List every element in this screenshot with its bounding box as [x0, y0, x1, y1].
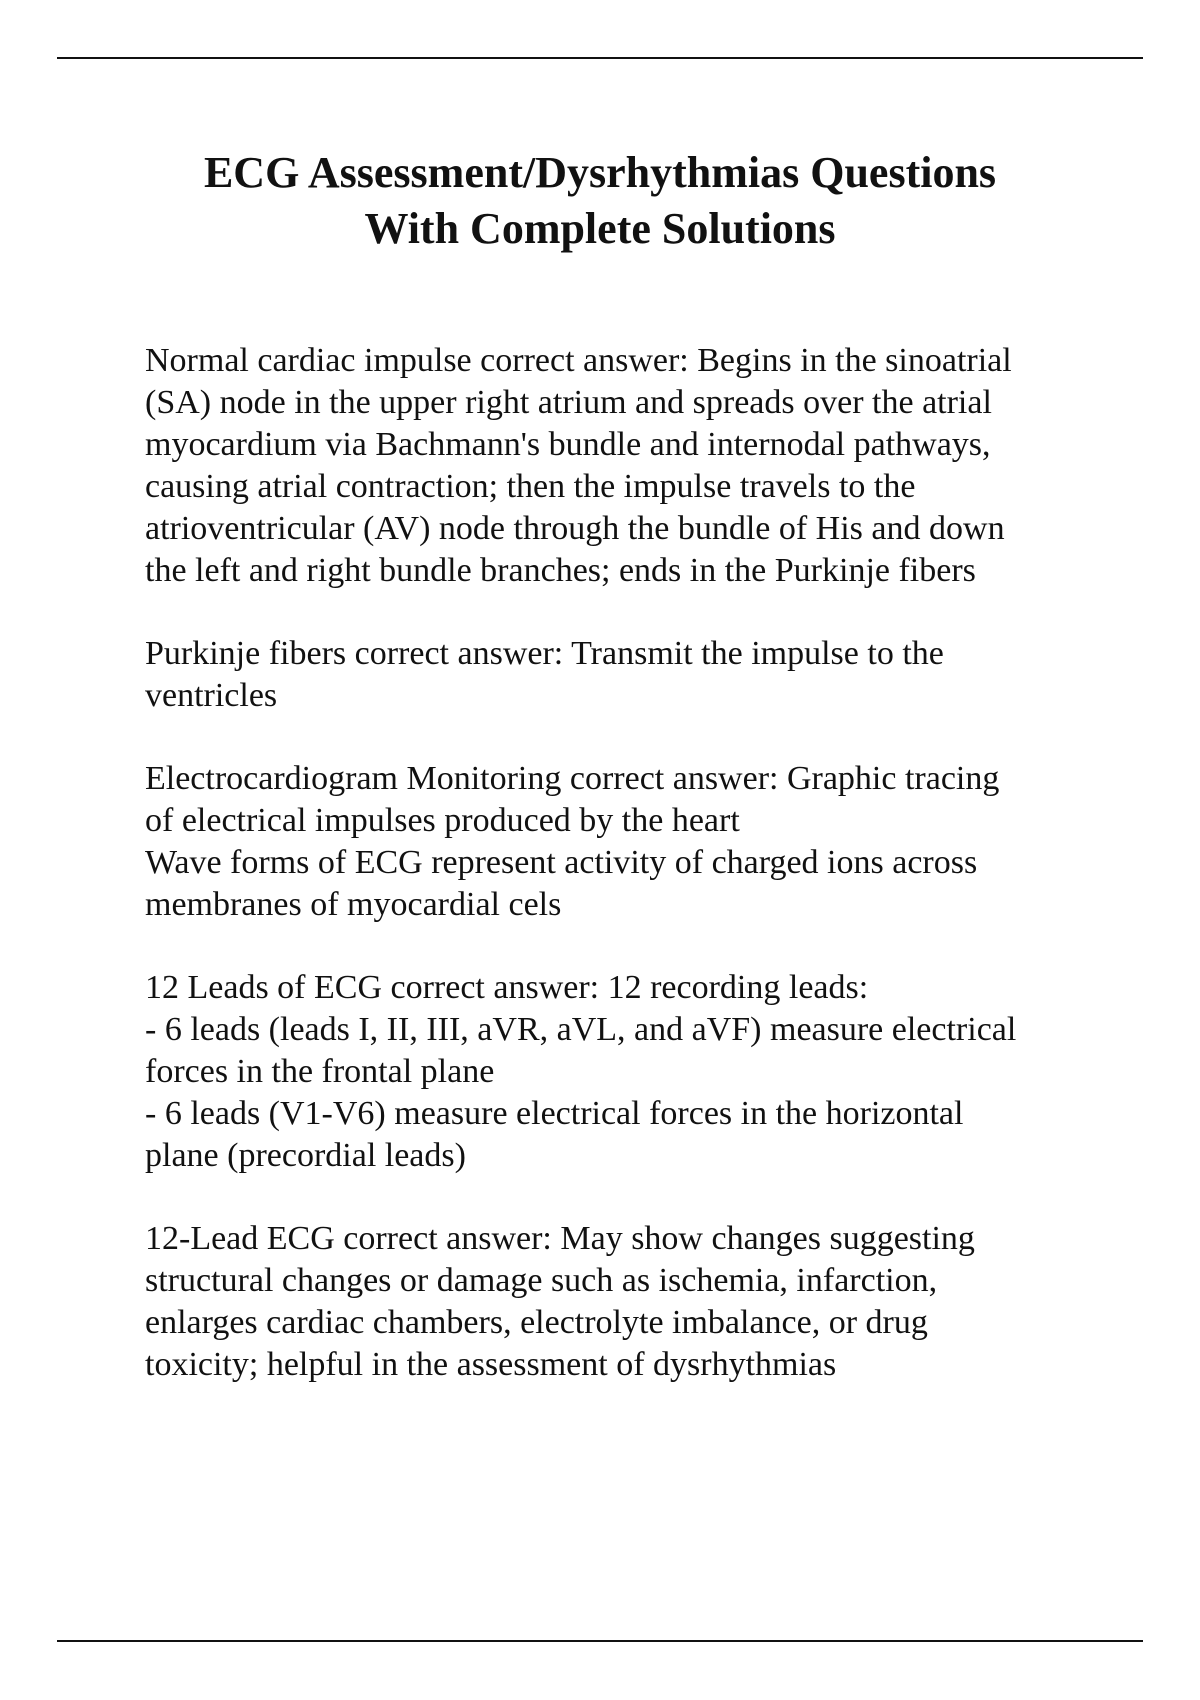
text-line: Purkinje fibers correct answer: Transmit the impulse to the [145, 635, 944, 672]
text-line: structural changes or damage such as ischemia, infarction, [145, 1262, 938, 1299]
text-line: membranes of myocardial cels [145, 886, 562, 923]
text-line: Normal cardiac impulse correct answer: Begins in the sinoatrial [145, 342, 1012, 379]
title-line: With Complete Solutions [364, 204, 836, 253]
header-rule [57, 57, 1143, 59]
page-title [100, 145, 1100, 257]
footer-rule [57, 1640, 1143, 1642]
qa-entry-purkinje-fibers [145, 633, 1085, 717]
text-line: (SA) node in the upper right atrium and spreads over the atrial [145, 384, 992, 421]
qa-entry-12-lead-ecg [145, 1218, 1085, 1386]
text-line: myocardium via Bachmann's bundle and internodal pathways, [145, 426, 991, 463]
text-line: 12 Leads of ECG correct answer: 12 recording leads: [145, 969, 869, 1006]
text-line: forces in the frontal plane [145, 1053, 495, 1090]
text-line: - 6 leads (leads I, II, III, aVR, aVL, and aVF) measure electrical [145, 1011, 1017, 1048]
title-line: ECG Assessment/Dysrhythmias Questions [203, 148, 997, 197]
text-line: plane (precordial leads) [145, 1137, 466, 1174]
text-line: 12-Lead ECG correct answer: May show changes suggesting [145, 1220, 975, 1257]
text-line: of electrical impulses produced by the heart [145, 802, 740, 839]
text-line: the left and right bundle branches; ends in the Purkinje fibers [145, 552, 976, 589]
text-line: enlarges cardiac chambers, electrolyte imbalance, or drug [145, 1304, 928, 1341]
text-line: Wave forms of ECG represent activity of charged ions across [145, 844, 978, 881]
text-line: causing atrial contraction; then the impulse travels to the [145, 468, 916, 505]
text-line: toxicity; helpful in the assessment of dysrhythmias [145, 1346, 837, 1383]
qa-entry-ecg-monitoring [145, 758, 1085, 926]
document-body [145, 340, 1085, 1427]
qa-entry-normal-cardiac-impulse [145, 340, 1085, 592]
text-line: ventricles [145, 677, 278, 714]
text-line: Electrocardiogram Monitoring correct answer: Graphic tracing [145, 760, 1000, 797]
text-line: atrioventricular (AV) node through the bundle of His and down [145, 510, 1005, 547]
qa-entry-12-leads [145, 967, 1085, 1177]
text-line: - 6 leads (V1-V6) measure electrical forces in the horizontal [145, 1095, 964, 1132]
